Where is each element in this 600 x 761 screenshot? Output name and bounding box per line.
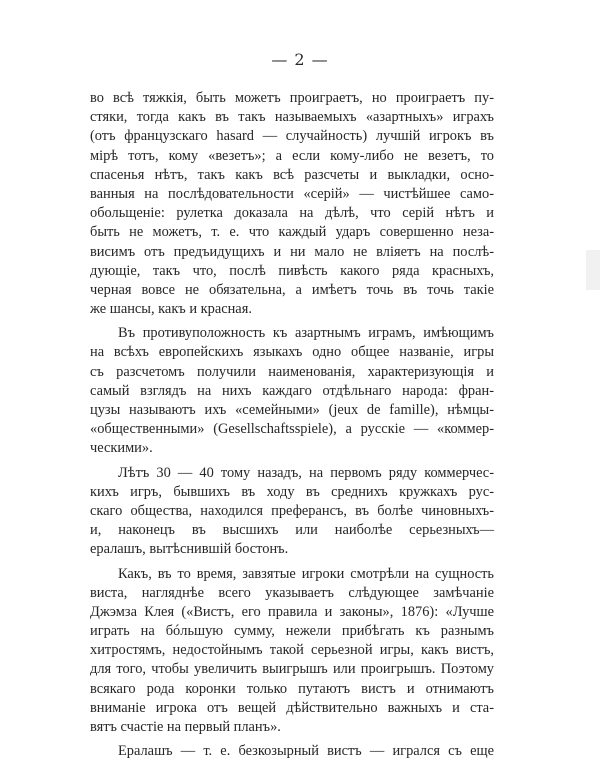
text-line: ералашъ, вытѣснившій бостонъ. (90, 541, 289, 558)
text-line: «общественными» (Gesellschaftsspiele), а русскіе — «коммер- (90, 421, 494, 438)
text-line: спасенья нѣтъ, такъ какъ всѣ разсчеты и выкладки, осно- (90, 166, 494, 183)
text-line: во всѣ тяжкія, быть можетъ проиграетъ, но проиграетъ пу- (90, 90, 494, 106)
text-line: вятъ счастіе на первый планъ». (90, 719, 281, 735)
text-line: Какъ, въ то время, завзятые игроки смотрѣли на сущность (118, 565, 494, 582)
text-line: черная вовсе не обязательна, а имѣетъ точь въ точь такіе (90, 281, 494, 298)
text-line: (отъ французскаго hasard — случайность) лучшій игрокъ въ (90, 128, 494, 145)
text-line: для того, чтобы увеличить выигрышъ или проигрышъ. Поэтому (90, 661, 494, 678)
paragraph-2 (90, 324, 494, 458)
text-line: висимъ отъ предъидущихъ и ни мало не вліяетъ на послѣ- (90, 243, 494, 260)
text-line: стяки, тогда какъ въ такъ называемыхъ «азартныхъ» играхъ (90, 109, 494, 126)
text-line: быть не можетъ, т. е. что каждый ударъ совершенно неза- (90, 224, 494, 241)
text-line: на всѣхъ европейскихъ языкахъ одно общее названіе, игры (90, 344, 494, 361)
text-line: ческими». (90, 440, 153, 457)
body-text (90, 89, 494, 761)
paragraph-4 (90, 565, 494, 738)
scan-edge-shadow (586, 250, 600, 290)
text-line: играть на бóльшую сумму, нежели прибѣгать къ разнымъ (90, 623, 494, 640)
paragraph-3 (90, 464, 494, 560)
text-line: виста, нагляднѣе всего указываетъ слѣдующее замѣчаніе (90, 584, 494, 601)
page-number: — 2 — (271, 50, 329, 69)
text-line: Ералашъ — т. е. безкозырный вистъ — игрался съ еще (118, 743, 494, 760)
text-line: Джэмза Клея («Вистъ, его правила и законы», 1876): «Лучше (90, 603, 494, 620)
text-line: всякаго рода коронки только путаютъ вистъ и отнимаютъ (90, 680, 494, 697)
text-line: и, наконецъ въ высшихъ или наиболѣе серьезныхъ— (90, 522, 494, 539)
text-line: ванныя на послѣдовательности «серій» — чистѣйшее само- (90, 185, 494, 202)
text-line: скаго общества, находился преферансъ, въ болѣе чиновныхъ- (90, 502, 494, 519)
text-line: Лѣтъ 30 — 40 тому назадъ, на первомъ ряду коммерчес- (118, 464, 494, 481)
text-line: дующіе, такъ что, послѣ пивѣсть какого ряда красныхъ, (90, 262, 494, 279)
text-line: Въ противуположность къ азартнымъ играмъ, имѣющимъ (118, 325, 494, 342)
text-line: вниманіе игрока отъ вещей дѣйствительно важныхъ и ста- (90, 699, 494, 716)
text-line: обольщеніе: рулетка доказала на дѣлѣ, что серій нѣтъ и (90, 205, 494, 222)
text-line: хитростямъ, недостойнымъ такой серьезной игры, какъ вистъ, (90, 642, 494, 659)
text-line: же шансы, какъ и красная. (90, 301, 252, 318)
text-line: цузы называютъ ихъ «семейными» (jeux de famille), нѣмцы- (90, 402, 494, 418)
text-line: мірѣ тотъ, кому «везетъ»; а если кому-либо не везетъ, то (90, 147, 494, 164)
paragraph-5 (90, 742, 494, 761)
text-line: самый взглядъ на нихъ каждаго отдѣльнаго народа: фран- (90, 382, 494, 399)
text-line: кихъ игръ, бывшихъ въ ходу въ среднихъ кружкахъ рус- (90, 483, 494, 500)
text-line: съ разсчетомъ получили наименованія, характеризующія и (90, 363, 494, 380)
paragraph-1 (90, 89, 494, 319)
